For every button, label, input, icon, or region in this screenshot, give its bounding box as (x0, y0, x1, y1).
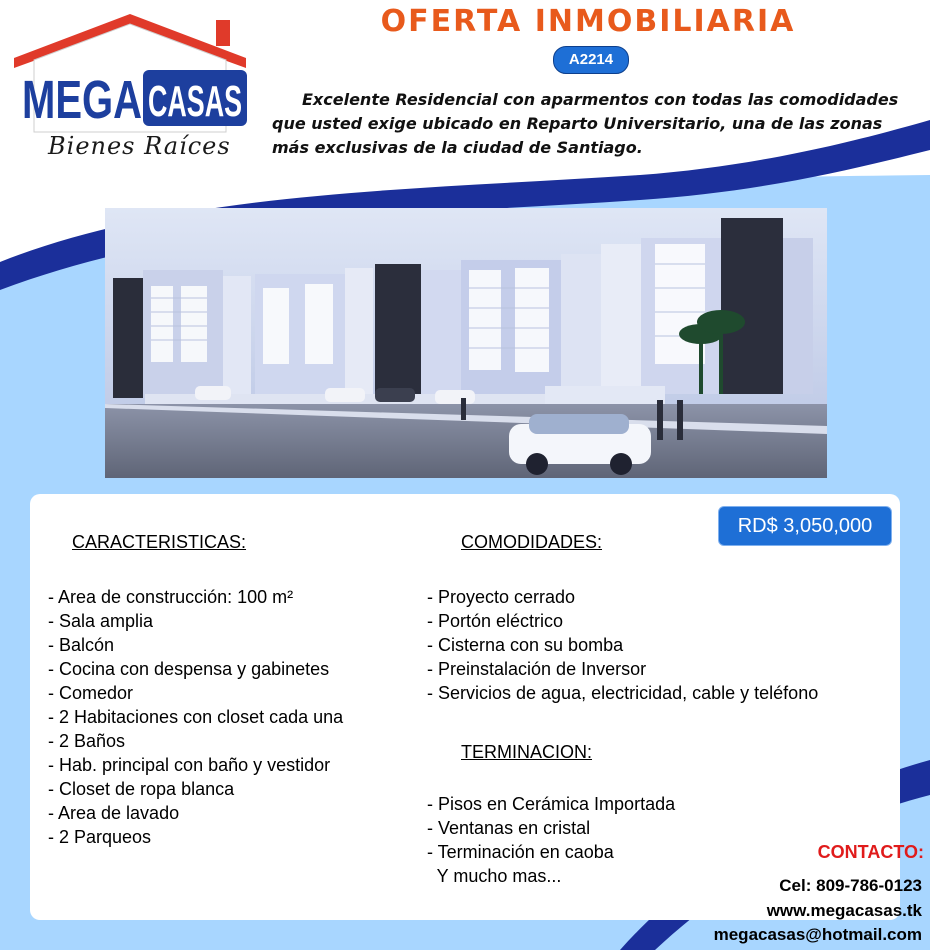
list-item: - 2 Baños (48, 731, 126, 751)
listing-code-badge: A2214 (553, 46, 629, 74)
logo-text-mega: MEGA (22, 70, 142, 130)
contact-email-link[interactable]: megacasas@hotmail.com (713, 925, 922, 944)
list-item: - Hab. principal con baño y vestidor (48, 755, 331, 775)
megacasas-logo[interactable] (10, 10, 250, 170)
list-item: - Servicios de agua, electricidad, cable y teléfono (427, 683, 819, 703)
house-logo-icon (10, 10, 250, 140)
contact-heading: CONTACTO: (817, 842, 924, 862)
list-item: - Portón eléctrico (427, 611, 564, 631)
price-badge: RD$ 3,050,000 (718, 506, 892, 546)
contact-website-link[interactable]: www.megacasas.tk (766, 901, 922, 920)
list-item: - 2 Parqueos (48, 827, 152, 847)
terminacion-list (427, 792, 675, 888)
page-title: OFERTA INMOBILIARIA (380, 4, 796, 39)
list-item: - Sala amplia (48, 611, 154, 631)
list-item: - Proyecto cerrado (427, 587, 576, 607)
list-item: Y mucho mas... (427, 866, 562, 886)
list-item: - Cocina con despensa y gabinetes (48, 659, 330, 679)
list-item: - Balcón (48, 635, 115, 655)
list-item: - Closet de ropa blanca (48, 779, 235, 799)
list-item: - Pisos en Cerámica Importada (427, 794, 676, 814)
comodidades-list (427, 585, 818, 705)
comodidades-heading: COMODIDADES: (461, 532, 603, 552)
contact-phone[interactable]: Cel: 809-786-0123 (779, 876, 922, 895)
list-item: - Preinstalación de Inversor (427, 659, 647, 679)
building-photo (105, 208, 827, 478)
list-item: - Area de construcción: 100 m² (48, 587, 294, 607)
logo-text-casas: CASAS (148, 77, 242, 126)
list-item: - Comedor (48, 683, 134, 703)
list-item: - Ventanas en cristal (427, 818, 591, 838)
list-item: - Cisterna con su bomba (427, 635, 624, 655)
list-item: - Area de lavado (48, 803, 180, 823)
list-item: - 2 Habitaciones con closet cada una (48, 707, 344, 727)
logo-tagline: Bienes Raíces (48, 132, 231, 160)
caracteristicas-heading: CARACTERISTICAS: (72, 532, 247, 552)
terminacion-heading: TERMINACION: (461, 742, 593, 762)
caracteristicas-list (48, 585, 343, 849)
intro-description: Excelente Residencial con aparmentos con todas las comodidades que usted exige ubicado en Reparto Universitario, una de las zonas más exclusivas de la ciudad de Santiago. (272, 90, 899, 157)
list-item: - Terminación en caoba (427, 842, 614, 862)
